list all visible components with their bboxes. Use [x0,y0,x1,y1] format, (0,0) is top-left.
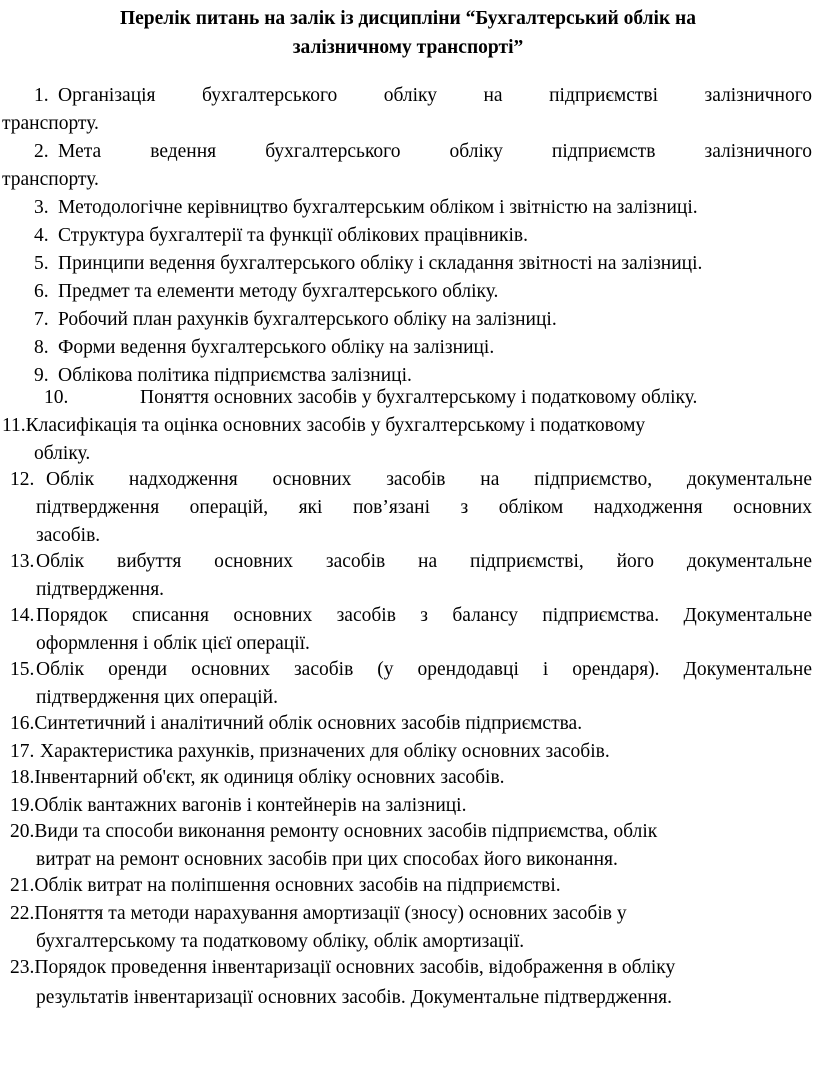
question-text: Характеристика рахунків, призначених для обліку основних засобів. [40,741,610,762]
question-text: Облік надходження основних засобів на підприємство, документальне [46,469,812,490]
question-text: Предмет та елементи методу бухгалтерського обліку. [58,281,499,302]
question-text: Структура бухгалтерії та функції облікових працівників. [58,225,528,246]
question-number: 21. [10,875,35,896]
question-text: Облік вантажних вагонів і контейнерів на залізниці. [34,795,467,816]
question-19 [10,792,466,820]
question-text: Облікова політика підприємства залізниці. [58,365,412,386]
question-14 [10,602,812,630]
question-text: Мета ведення бухгалтерського обліку підприємств залізничного [58,141,812,162]
question-11-continuation: обліку. [34,443,91,464]
question-11 [2,412,645,440]
question-17 [10,738,610,766]
question-number: 19. [10,795,35,816]
question-number: 10. [44,387,69,408]
question-text: Поняття та методи нарахування амортизації (зносу) основних засобів у [34,903,627,924]
question-15 [10,656,812,684]
question-number: 9. [34,365,49,386]
question-text: Принципи ведення бухгалтерського обліку і складання звітності на залізниці. [58,253,703,274]
question-number: 20. [10,821,35,842]
question-text: Синтетичний і аналітичний облік основних засобів підприємства. [34,713,583,734]
question-text: Види та способи виконання ремонту основних засобів підприємства, облік [34,821,658,842]
question-2 [34,138,812,166]
question-text: Порядок проведення інвентаризації основних засобів, відображення в обліку [34,957,676,978]
question-number: 22. [10,903,35,924]
question-1 [34,82,812,110]
question-number: 3. [34,197,49,218]
question-text: Класифікація та оцінка основних засобів у бухгалтерському і податковому [25,415,646,436]
title-line-2: залізничному транспорті” [292,37,524,58]
question-text: Організація бухгалтерського обліку на підприємстві залізничного [58,85,812,106]
question-text: Порядок списання основних засобів з балансу підприємства. Документальне [36,605,812,626]
question-14-continuation: оформлення і облік цієї операції. [36,633,310,654]
question-15-continuation: підтвердження цих операцій. [36,687,278,708]
question-22 [10,900,627,928]
question-text: Облік вибуття основних засобів на підприємстві, його документальне [36,551,812,572]
question-text: Поняття основних засобів у бухгалтерському і податковому обліку. [140,387,698,408]
question-number: 15. [10,659,35,680]
title-line-1: Перелік питань на залік із дисципліни “Бухгалтерський облік на [119,8,697,29]
question-13-continuation: підтвердження. [36,579,165,600]
question-18 [10,764,505,792]
question-number: 7. [34,309,49,330]
question-12-continuation: підтвердження операцій, які пов’язані з обліком надходження основних [36,497,812,518]
question-12 [10,466,812,494]
question-text: Облік витрат на поліпшення основних засобів на підприємстві. [34,875,561,896]
question-16 [10,710,582,738]
question-23-continuation: результатів інвентаризації основних засобів. Документальне підтвердження. [36,987,673,1008]
document-title [0,4,816,62]
question-number: 6. [34,281,49,302]
question-21 [10,872,561,900]
question-text: Методологічне керівництво бухгалтерським обліком і звітністю на залізниці. [58,197,698,218]
question-number: 18. [10,767,35,788]
question-number: 11. [2,415,26,436]
question-number: 12. [10,469,35,490]
question-number: 8. [34,337,49,358]
question-6 [34,278,498,306]
question-22-continuation: бухгалтерському та податковому обліку, облік амортизації. [36,931,525,952]
question-12-continuation-2: засобів. [36,525,101,546]
question-number: 4. [34,225,49,246]
question-1-continuation: транспорту. [2,113,99,134]
question-number: 1. [34,85,49,106]
question-number: 5. [34,253,49,274]
question-20 [10,818,657,846]
question-number: 14. [10,605,35,626]
question-number: 13. [10,551,35,572]
question-23 [10,954,675,982]
question-text: Робочий план рахунків бухгалтерського обліку на залізниці. [58,309,557,330]
question-13 [10,548,812,576]
question-8 [34,334,494,362]
question-2-continuation: транспорту. [2,169,99,190]
question-3 [34,194,698,222]
question-text: Інвентарний об'єкт, як одиниця обліку основних засобів. [34,767,505,788]
question-7 [34,306,557,334]
question-10 [44,384,697,412]
question-text: Облік оренди основних засобів (у орендодавці і орендаря). Документальне [36,659,812,680]
question-number: 16. [10,713,35,734]
question-number: 2. [34,141,49,162]
question-4 [34,222,528,250]
question-20-continuation: витрат на ремонт основних засобів при цих способах його виконання. [36,849,618,870]
question-text: Форми ведення бухгалтерського обліку на залізниці. [58,337,495,358]
question-number: 23. [10,957,35,978]
question-number: 17. [10,741,35,762]
question-5 [34,250,702,278]
